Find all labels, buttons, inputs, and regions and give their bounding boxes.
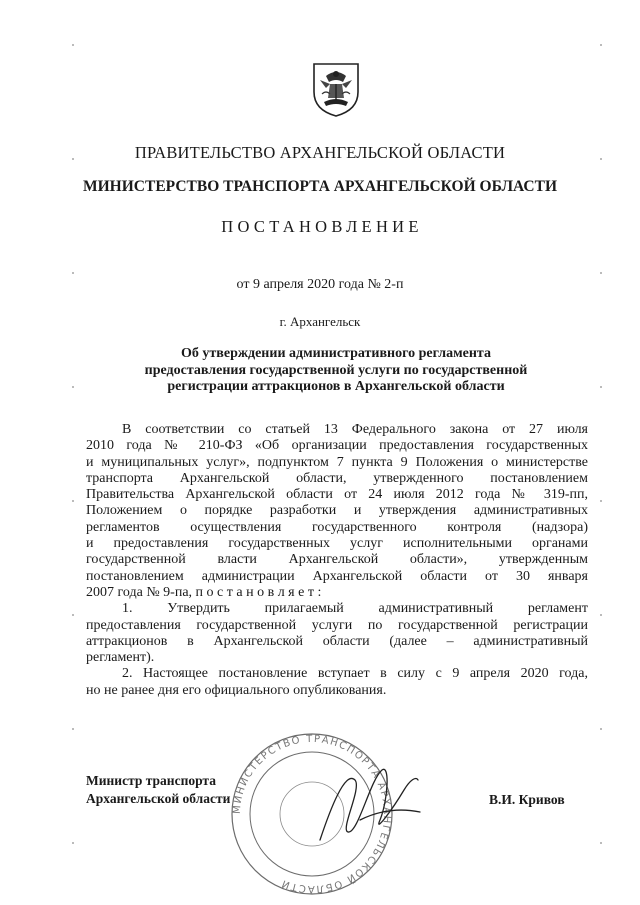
body-line: 1. Утвердить прилагаемый административный регламент [122, 601, 588, 617]
title-line: регистрации аттракционов в Архангельской области [167, 379, 505, 394]
body-line: аттракционов в Архангельской области (далее – административный [86, 633, 588, 649]
title-line: Об утверждении административного регламента [181, 346, 491, 361]
body-line: В соответствии со статьей 13 Федерального закона от 27 июля [122, 422, 588, 437]
body-line: 2007 года № 9-па, п о с т а н о в л я е т : [86, 584, 322, 600]
document-city: г. Архангельск [279, 314, 361, 329]
document-title [116, 346, 556, 396]
body-line: 2. Настоящее постановление вступает в силу с 9 апреля 2020 года, [122, 666, 588, 682]
body-line: Положением о порядке разработки и утверждения административных [86, 503, 588, 519]
arkhangelsk-coat-of-arms-icon [306, 58, 366, 118]
body-line: регламентов осуществления государственного контроля (надзора) [86, 519, 588, 535]
body-line: но не ранее дня его официального опубликования. [86, 682, 387, 698]
body-line: 2010 года № 210-ФЗ «Об организации предоставления государственных [86, 438, 588, 454]
body-line: транспорта Архангельской области, утвержденного постановлением [86, 470, 588, 486]
handwritten-signature [300, 750, 430, 860]
body-line: постановлением администрации Архангельской области от 30 января [86, 568, 588, 584]
document-date: от 9 апреля 2020 года № 2-п [236, 277, 404, 292]
body-line: регламент). [86, 650, 155, 666]
document-body [86, 422, 588, 699]
seal-text: МИНИСТЕРСТВО ТРАНСПОРТА АРХАНГЕЛЬСКОЙ ОБЛАСТИ [231, 733, 393, 895]
signatory-position [86, 772, 230, 808]
signatory-position-line: Министр транспорта [86, 773, 216, 788]
body-line: предоставления государственной услуги по государственной регистрации [86, 617, 588, 633]
signatory-position-line: Архангельской области [86, 791, 231, 806]
document-type: ПОСТАНОВЛЕНИЕ [221, 217, 423, 236]
government-header: ПРАВИТЕЛЬСТВО АРХАНГЕЛЬСКОЙ ОБЛАСТИ [134, 143, 506, 162]
signatory-name: В.И. Кривов [489, 792, 565, 807]
body-line: и муниципальных услуг», подпунктом 7 пункта 9 Положения о министерстве [86, 454, 588, 470]
body-line: Правительства Архангельской области от 24 июля 2012 года № 319-пп, [86, 487, 588, 503]
body-line: и предоставления государственных услуг исполнительными органами [86, 536, 588, 552]
title-line: предоставления государственной услуги по государственной [144, 362, 528, 378]
ministry-header: МИНИСТЕРСТВО ТРАНСПОРТА АРХАНГЕЛЬСКОЙ ОБЛАСТИ [83, 178, 557, 195]
body-line: государственной власти Архангельской области», утвержденным [86, 552, 588, 568]
